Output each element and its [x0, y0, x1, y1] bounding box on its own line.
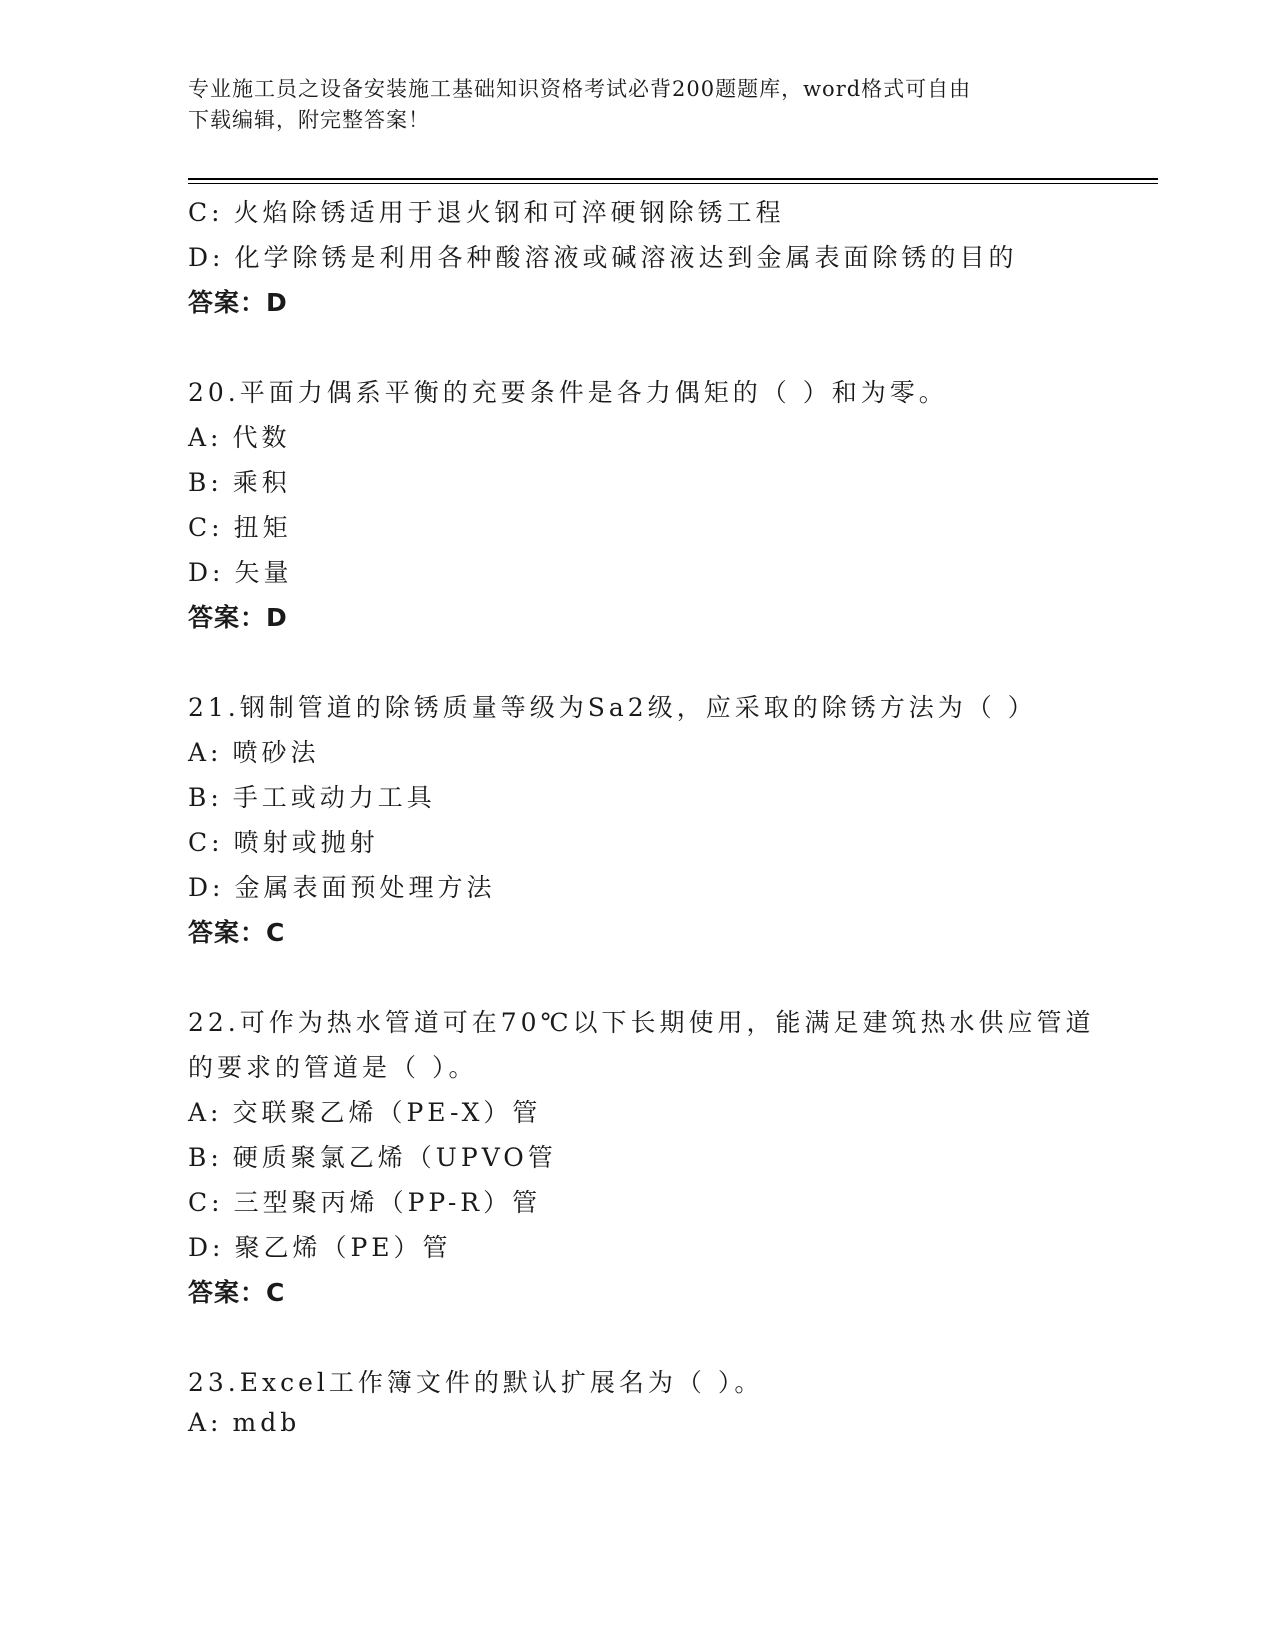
header-divider-thin	[188, 183, 1158, 184]
option-label: D:	[188, 873, 225, 902]
option-text: 喷砂法	[232, 738, 320, 767]
question-stem: 20.平面力偶系平衡的充要条件是各力偶矩的（ ）和为零。	[188, 378, 948, 407]
answer-line: 答案：D	[188, 603, 288, 632]
option-text: 聚乙烯（PE）管	[234, 1233, 452, 1262]
option-a	[188, 418, 291, 454]
option-label: C:	[188, 198, 224, 227]
option-label: C:	[188, 513, 224, 542]
option-a	[188, 733, 320, 769]
option-label: A:	[188, 423, 223, 452]
question-stem: 23.Excel工作簿文件的默认扩展名为（ ）。	[188, 1368, 764, 1397]
option-label: C:	[188, 1188, 224, 1217]
option-text: 火焰除锈适用于退火钢和可淬硬钢除锈工程	[233, 198, 785, 227]
option-label: A:	[188, 1098, 223, 1127]
option-d	[188, 868, 495, 904]
header-line-1: 专业施工员之设备安装施工基础知识资格考试必背200题题库，word格式可自由	[188, 77, 972, 101]
option-c	[188, 193, 785, 229]
option-d	[188, 238, 1017, 274]
question-stem: 22.可作为热水管道可在70℃以下长期使用，能满足建筑热水供应管道	[188, 1008, 1095, 1037]
header-divider-thick	[188, 178, 1158, 180]
option-label: B:	[188, 783, 223, 812]
question-stem-continued: 的要求的管道是（ ）。	[188, 1053, 478, 1082]
option-label: D:	[188, 1233, 225, 1262]
option-label: B:	[188, 1143, 223, 1172]
question-stem: 21.钢制管道的除锈质量等级为Sa2级，应采取的除锈方法为（ ）	[188, 693, 1037, 722]
option-b	[188, 463, 291, 499]
option-label: B:	[188, 468, 223, 497]
option-text: mdb	[232, 1408, 301, 1437]
option-label: A:	[188, 738, 223, 767]
option-a	[188, 1408, 300, 1437]
option-text: 扭矩	[233, 513, 292, 542]
option-a	[188, 1093, 541, 1129]
option-text: 化学除锈是利用各种酸溶液或碱溶液达到金属表面除锈的目的	[234, 243, 1018, 272]
header-line-2: 下载编辑，附完整答案！	[188, 108, 430, 132]
answer-line: 答案：C	[188, 918, 286, 947]
option-text: 喷射或抛射	[233, 828, 379, 857]
option-label: C:	[188, 828, 224, 857]
option-b	[188, 778, 436, 814]
document-header	[188, 74, 1088, 136]
option-label: D:	[188, 243, 225, 272]
option-d	[188, 553, 292, 589]
option-text: 代数	[232, 423, 291, 452]
answer-line: 答案：D	[188, 288, 288, 317]
option-text: 硬质聚氯乙烯（UPVO管	[232, 1143, 557, 1172]
option-c	[188, 1183, 541, 1219]
option-text: 三型聚丙烯（PP-R）管	[233, 1188, 542, 1217]
option-label: A:	[188, 1408, 223, 1437]
option-d	[188, 1228, 452, 1264]
option-b	[188, 1138, 557, 1174]
option-text: 交联聚乙烯（PE-X）管	[232, 1098, 542, 1127]
option-text: 乘积	[232, 468, 291, 497]
option-text: 金属表面预处理方法	[234, 873, 496, 902]
answer-line: 答案：C	[188, 1278, 286, 1307]
option-label: D:	[188, 558, 225, 587]
option-text: 矢量	[234, 558, 293, 587]
option-c	[188, 823, 379, 859]
option-c	[188, 508, 292, 544]
option-text: 手工或动力工具	[232, 783, 436, 812]
